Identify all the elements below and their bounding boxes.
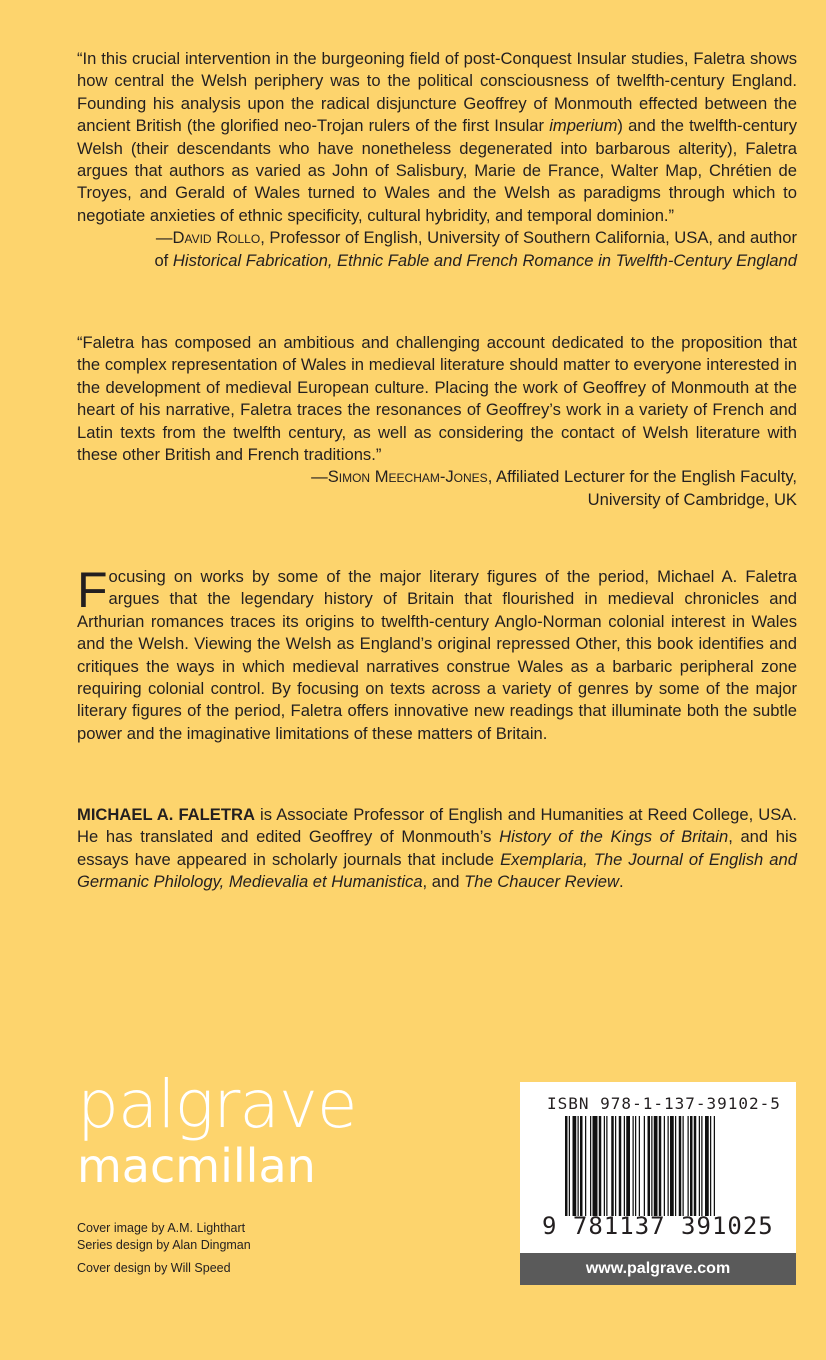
isbn-barcode xyxy=(520,1082,796,1285)
barcode-bar xyxy=(670,1116,674,1216)
barcode-bar xyxy=(593,1116,598,1216)
author-bio: MICHAEL A. FALETRA is Associate Professor of English and Humanities at Reed College, USA. He has translated and edited Geoffrey of Monmouth’s History of the Kings of Britain, and his essays have appeared in scholarly journals that include Exemplaria, The Journal of English and Germanic Philology, Medievalia et Humanistica, and The Chaucer Review. xyxy=(77,805,797,892)
barcode-bar xyxy=(648,1116,651,1216)
quote-1 xyxy=(77,48,797,272)
quote-1-text: “In this crucial intervention in the burgeoning field of post-Conquest Insular studies, Faletra shows how central the Welsh periphery was to the political consciousness of twelfth-century England. Founding his analysis upon the radical disjuncture Geoffrey of Monmouth effected between the ancient British (the glorified neo-Trojan rulers of the first Insular imperium) and the twelfth-century Welsh (their descendants who have nonetheless degenerated into barbarous alterity), Faletra argues that authors as varied as John of Salisbury, Marie de France, Walter Map, Chrétien de Troyes, and Gerald of Wales turned to Wales and the Welsh as paradigms through which to negotiate anxieties of ethnic specificity, cultural hybridity, and temporal dominion.” xyxy=(77,49,797,225)
barcode-bar xyxy=(615,1116,616,1216)
barcode-bar xyxy=(675,1116,676,1216)
book-description: Focusing on works by some of the major literary figures of the period, Michael A. Faletra argues that the legendary history of Britain that flourished in medieval chronicles and Arthurian romances traces its origins to twelfth-century Anglo-Norman colonial interest in Wales and the Welsh. Viewing the Welsh as England’s original repressed Other, this book identifies and critiques the ways in which medieval narratives construe Wales as a barbaric peripheral zone requiring colonial control. By focusing on texts across a variety of genres by some of the major literary figures of the period, Faletra offers innovative new readings that illuminate both the subtle power and the imaginative limitations of these matters of Britain. xyxy=(77,562,797,743)
barcode-bar xyxy=(710,1116,711,1216)
barcode-bar xyxy=(580,1116,583,1216)
barcode-bar xyxy=(659,1116,662,1216)
barcode-bar xyxy=(714,1116,715,1216)
barcode-bar xyxy=(611,1116,614,1216)
barcode-bar xyxy=(633,1116,634,1216)
cover-image-credit: Cover image by A.M. Lighthart xyxy=(77,1221,246,1235)
barcode-bar xyxy=(651,1116,652,1216)
barcode-bar xyxy=(683,1116,684,1216)
series-design-credit: Series design by Alan Dingman xyxy=(77,1238,251,1252)
barcode-bar xyxy=(585,1116,586,1216)
quote-2-attribution: —Simon Meecham-Jones, Affiliated Lecturer for the English Faculty, University of Cambridge, UK xyxy=(311,467,797,509)
quote-2 xyxy=(77,332,797,511)
barcode-bar xyxy=(701,1116,702,1216)
barcode-digits: 9 781137 391025 xyxy=(542,1212,774,1240)
barcode-bar xyxy=(573,1116,577,1216)
barcode-bar xyxy=(599,1116,602,1216)
cover-design-credit: Cover design by Will Speed xyxy=(77,1261,231,1275)
barcode-bar xyxy=(624,1116,625,1216)
cover-credits xyxy=(77,1220,251,1277)
author-name: MICHAEL A. FALETRA xyxy=(77,805,255,824)
barcode-bar xyxy=(664,1116,665,1216)
barcode-bar xyxy=(644,1116,645,1216)
barcode-bar xyxy=(578,1116,579,1216)
barcode-bar xyxy=(569,1116,570,1216)
barcode-bar xyxy=(654,1116,658,1216)
quote-2-author: Simon Meecham-Jones xyxy=(327,467,488,487)
quote-1-attribution: —David Rollo, Professor of English, University of Southern California, USA, and author of Historical Fabrication, Ethnic Fable and French Romance in Twelfth-Century England xyxy=(154,228,797,270)
quote-1-book-title: Historical Fabrication, Ethnic Fable and French Romance in Twelfth-Century England xyxy=(172,250,797,270)
quote-2-text: “Faletra has composed an ambitious and challenging account dedicated to the proposition that the complex representation of Wales in medieval literature should matter to everyone interested in the development of medieval European culture. Placing the work of Geoffrey of Monmouth at the heart of his narrative, Faletra traces the resonances of Geoffrey’s work in a variety of French and Latin texts from the twelfth century, as well as considering the contact of Welsh literature with these other British and French traditions.” xyxy=(77,333,797,465)
barcode-bars xyxy=(565,1116,755,1216)
barcode-bar xyxy=(565,1116,568,1216)
barcode-bar xyxy=(690,1116,693,1216)
barcode-bar xyxy=(626,1116,630,1216)
barcode-bar xyxy=(688,1116,689,1216)
barcode-bar xyxy=(639,1116,640,1216)
barcode-bar xyxy=(694,1116,697,1216)
barcode-bar xyxy=(679,1116,682,1216)
barcode-bar xyxy=(606,1116,607,1216)
barcode-bar xyxy=(604,1116,605,1216)
barcode-bar xyxy=(590,1116,591,1216)
barcode-bar xyxy=(699,1116,700,1216)
barcode-bar xyxy=(668,1116,669,1216)
quote-1-author: David Rollo xyxy=(172,228,261,248)
palgrave-macmillan-logo: palgrave macmillan xyxy=(77,1066,357,1193)
barcode-bar xyxy=(635,1116,636,1216)
barcode-bar xyxy=(705,1116,709,1216)
isbn-number: ISBN 978-1-137-39102-5 xyxy=(547,1094,781,1113)
drop-cap: F xyxy=(77,562,108,618)
publisher-url[interactable]: www.palgrave.com xyxy=(520,1253,796,1285)
barcode-bar xyxy=(619,1116,622,1216)
